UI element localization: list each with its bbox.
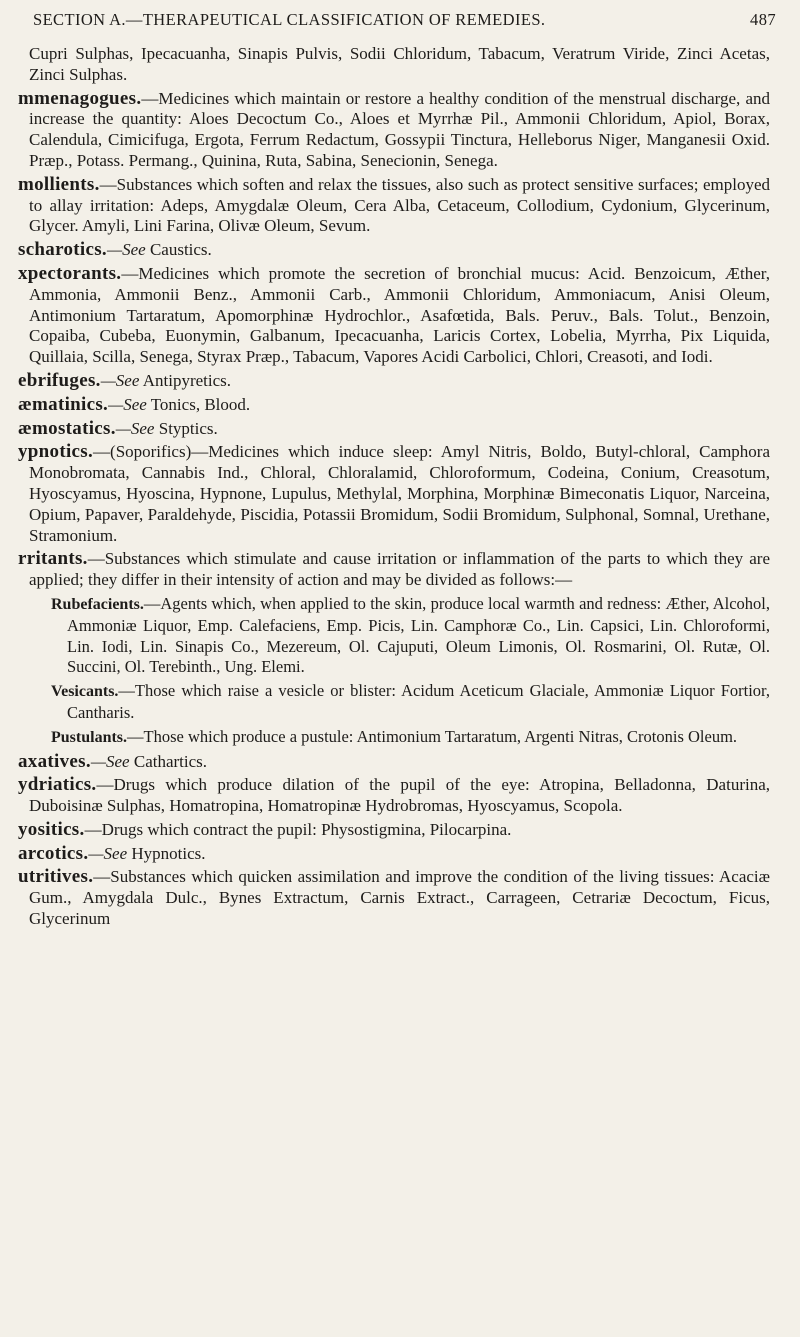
entry-laxatives [0, 752, 800, 773]
entry-myositics [0, 820, 800, 841]
entry-emollients [0, 175, 800, 237]
entry-hypnotics [0, 442, 800, 546]
entry-narcotics [0, 844, 800, 865]
subentry-vesicants [0, 681, 800, 724]
entry-febrifuges [0, 371, 800, 392]
entry-mydriatics [0, 775, 800, 817]
entry-term: rritants. [18, 548, 88, 570]
entry-haemostatics [0, 419, 800, 440]
subentry-term: Pustulants. [51, 728, 128, 746]
see-reference: —See [90, 751, 130, 771]
entry-text: Caustics. [145, 240, 212, 260]
entry-expectorants [0, 264, 800, 368]
entry-emmenagogues [0, 89, 800, 172]
section-title: SECTION A.—THERAPEUTICAL CLASSIFICATION OF REMEDIES. [33, 10, 546, 29]
subentry-text: —Those which raise a vesicle or blister: Acidum Aceticum Glaciale, Ammoniæ Liquor Fortior, Cantharis. [67, 681, 770, 722]
entry-irritants [0, 549, 800, 591]
entry-text: —Medicines which maintain or restore a healthy condition of the menstrual discharge, and increase the quantity: Aloes Decoctum Co., Aloes et Myrrhæ Pil., Ammonii Chloridum, Apiol, Borax, Calendula, Cimicifuga, Ergota, Ferrum Redactum, Gossypii Tinctura, Helleborus Niger, Manganesii Oxid. Præp., Potass. Permang., Quinina, Ruta, Sabina, Senecionin, Senega. [29, 88, 770, 170]
entry-term: æmostatics. [18, 417, 116, 439]
entry-text: Antipyretics. [139, 370, 232, 390]
entry-term: axatives. [18, 750, 91, 772]
subentry-term: Rubefacients. [51, 595, 144, 613]
entry-text: —Substances which stimulate and cause irritation or inflammation of the parts to which they are applied; they differ in their intensity of action and may be divided as follows:— [29, 549, 770, 590]
page-body [0, 44, 800, 933]
entry-term: mmenagogues. [18, 87, 142, 109]
entry-text: —Medicines which promote the secretion of bronchial mucus: Acid. Benzoicum, Æther, Ammonia, Ammonii Benz., Ammonii Carb., Ammonii Chloridum, Ammoniacum, Anisi Oleum, Antimonium Tartaratum, Apomorphinæ Hydrochlor., Asafœtida, Bals. Peruv., Bals. Tolut., Benzoin, Copaiba, Cubeba, Euonymin, Galbanum, Ipecacuanha, Laricis Cortex, Lobelia, Myrrha, Pix Liquida, Quillaia, Scilla, Senega, Styrax Præp., Tabacum, Vapores Acidi Carbolici, Chlori, Creasoti, and Iodi. [29, 263, 770, 367]
see-reference: —See [88, 843, 128, 863]
subentry-pustulants [0, 727, 800, 749]
entry-term: mollients. [18, 173, 100, 195]
running-header [30, 10, 776, 30]
subentry-rubefacients [0, 594, 800, 678]
entry-haematinics [0, 395, 800, 416]
entry-term: ydriatics. [18, 774, 97, 796]
entry-text: Tonics, Blood. [146, 394, 251, 414]
see-reference: —See [115, 418, 155, 438]
entry-term: yositics. [18, 818, 85, 840]
entry-text: —Substances which soften and relax the tissues, also such as protect sensitive surfaces; employed to allay irritation: Adeps, Amygdalæ Oleum, Cera Alba, Cetaceum, Collodium, Cydonium, Glycerinum, Glycer. Amyli, Lini Farina, Olivæ Oleum, Sevum. [29, 174, 770, 236]
entry-text: Cathartics. [129, 751, 208, 771]
entry-nutritives [0, 867, 800, 929]
entry-text: Hypnotics. [127, 843, 206, 863]
see-reference: —See [106, 240, 146, 260]
subentry-text: —Those which produce a pustule: Antimonium Tartaratum, Argenti Nitras, Crotonis Oleum. [127, 726, 738, 746]
subentry-text: —Agents which, when applied to the skin, produce local warmth and redness: Æther, Alcohol, Ammoniæ Liquor, Emp. Calefaciens, Emp. Picis, Lin. Camphoræ Co., Lin. Capsici, Lin. Chloroformi, Lin. Iodi, Lin. Sinapis Co., Mezereum, Ol. Cajuputi, Oleum Limonis, Ol. Rosmarini, Ol. Rutæ, Ol. Succini, Ol. Terebinth., Ung. Elemi. [67, 593, 770, 677]
entry-term: æmatinics. [18, 393, 109, 415]
entry-text: —(Soporifics)—Medicines which induce sleep: Amyl Nitris, Boldo, Butyl-chloral, Camphora Monobromata, Cannabis Ind., Chloral, Chloralamid, Chloroformum, Codeina, Conium, Creasotum, Hyoscyamus, Hyoscina, Hypnone, Lupulus, Methylal, Morphina, Morphinæ Bimeconatis Liquor, Narceina, Opium, Papaver, Paraldehyde, Piscidia, Potassii Bromidum, Sodii Bromidum, Sulphonal, Somnal, Urethane, Stramonium. [29, 442, 770, 545]
continued-paragraph: Cupri Sulphas, Ipecacuanha, Sinapis Pulvis, Sodii Chloridum, Tabacum, Veratrum Viride, Zinci Acetas, Zinci Sulphas. [29, 44, 770, 84]
entry-text: Styptics. [154, 418, 218, 438]
entry-term: ypnotics. [18, 441, 94, 463]
entry-escharotics [0, 240, 800, 261]
see-reference: —See [100, 370, 140, 390]
subentry-term: Vesicants. [51, 683, 119, 701]
entry-term: ebrifuges. [18, 369, 101, 391]
entry-text: —Drugs which contract the pupil: Physostigmina, Pilocarpina. [84, 819, 512, 839]
entry-text: —Substances which quicken assimilation and improve the condition of the living tissues: Acaciæ Gum., Amygdala Dulc., Bynes Extractum, Carnis Extract., Carrageen, Cetrariæ Decoctum, Ficus, Glycerinum [29, 867, 770, 929]
entry-term: xpectorants. [18, 262, 122, 284]
entry-term: scharotics. [18, 239, 107, 261]
see-reference: —See [108, 394, 147, 414]
entry-term: utritives. [18, 866, 94, 888]
entry-term: arcotics. [18, 842, 89, 864]
page-number: 487 [750, 10, 776, 29]
entry-text: —Drugs which produce dilation of the pupil of the eye: Atropina, Belladonna, Daturina, Duboisinæ Sulphas, Homatropina, Homatropinæ Hydrobromas, Hyoscyamus, Scopola. [29, 775, 770, 816]
